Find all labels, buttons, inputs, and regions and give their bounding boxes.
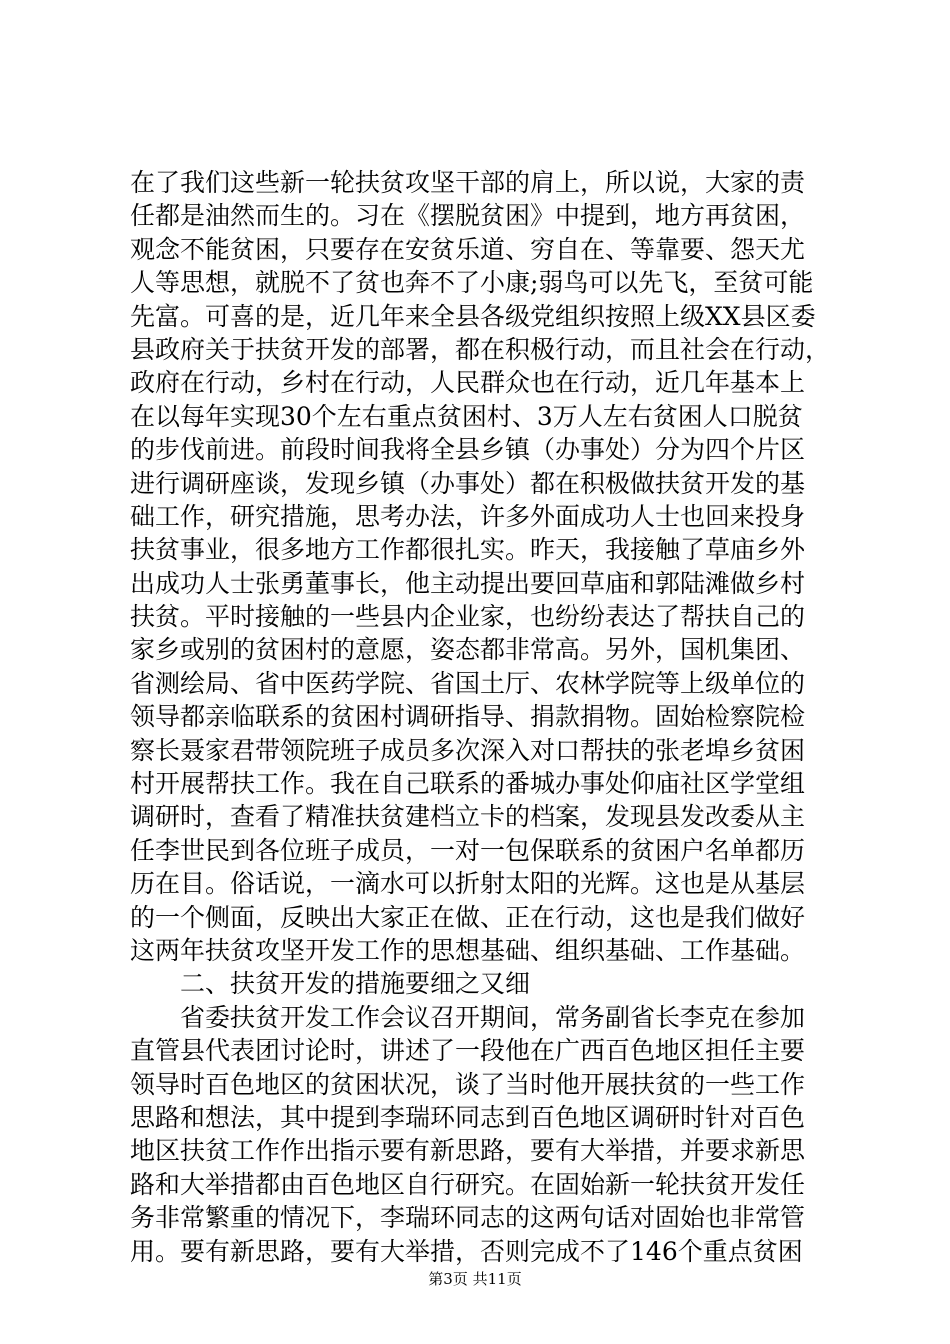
text-line: 扶贫。平时接触的一些县内企业家，也纷纷表达了帮扶自己的 (130, 602, 806, 632)
paragraph-1 (130, 166, 830, 967)
text-line: 先富。可喜的是，近几年来全县各级党组织按照上级XX县区委 (130, 301, 816, 331)
text-line: 人等思想，就脱不了贫也奔不了小康;弱鸟可以先飞，至贫可能 (130, 268, 814, 298)
text-line: 任李世民到各位班子成员，一对一包保联系的贫困户名单都历 (130, 835, 806, 865)
section-heading: 二、扶贫开发的措施要细之又细 (180, 969, 531, 999)
text-line: 的一个侧面，反映出大家正在做、正在行动，这也是我们做好 (130, 902, 806, 932)
text-line: 这两年扶贫攻坚开发工作的思想基础、组织基础、工作基础。 (130, 935, 806, 965)
document-body (130, 166, 830, 1268)
text-line: 扶贫事业，很多地方工作都很扎实。昨天，我接触了草庙乡外 (130, 535, 806, 565)
text-line: 政府在行动，乡村在行动，人民群众也在行动，近几年基本上 (130, 368, 806, 398)
text-line: 村开展帮扶工作。我在自己联系的番城办事处仰庙社区学堂组 (130, 769, 806, 799)
text-line: 思路和想法，其中提到李瑞环同志到百色地区调研时针对百色 (130, 1102, 806, 1132)
text-line: 领导都亲临联系的贫困村调研指导、捐款捐物。固始检察院检 (130, 702, 806, 732)
text-line: 进行调研座谈，发现乡镇（办事处）都在积极做扶贫开发的基 (130, 468, 806, 498)
text-line: 省委扶贫开发工作会议召开期间，常务副省长李克在参加 (180, 1002, 806, 1032)
text-line: 任都是油然而生的。习在《摆脱贫困》中提到，地方再贫困， (130, 201, 806, 231)
page-footer: 第3页 共11页 (428, 1270, 522, 1288)
text-line: 县政府关于扶贫开发的部署，都在积极行动，而且社会在行动， (130, 334, 830, 364)
text-line: 务非常繁重的情况下，李瑞环同志的这两句话对固始也非常管 (130, 1203, 806, 1233)
text-line: 用。要有新思路，要有大举措，否则完成不了146个重点贫困 (130, 1236, 803, 1266)
text-line: 家乡或别的贫困村的意愿，姿态都非常高。另外，国机集团、 (130, 635, 806, 665)
text-line: 领导时百色地区的贫困状况，谈了当时他开展扶贫的一些工作 (130, 1069, 806, 1099)
text-line: 路和大举措都由百色地区自行研究。在固始新一轮扶贫开发任 (130, 1169, 806, 1199)
text-line: 省测绘局、省中医药学院、省国土厅、农林学院等上级单位的 (130, 668, 806, 698)
text-line: 础工作，研究措施，思考办法，许多外面成功人士也回来投身 (130, 501, 806, 531)
text-line: 观念不能贫困，只要存在安贫乐道、穷自在、等靠要、怨天尤 (130, 234, 806, 264)
text-line: 地区扶贫工作作出指示要有新思路，要有大举措，并要求新思 (130, 1136, 806, 1166)
text-line: 直管县代表团讨论时，讲述了一段他在广西百色地区担任主要 (130, 1036, 806, 1066)
text-line: 在了我们这些新一轮扶贫攻坚干部的肩上，所以说，大家的责 (130, 168, 806, 197)
text-line: 调研时，查看了精准扶贫建档立卡的档案，发现县发改委从主 (130, 802, 806, 832)
text-line: 历在目。俗话说，一滴水可以折射太阳的光辉。这也是从基层 (130, 869, 806, 899)
text-line: 察长聂家君带领院班子成员多次深入对口帮扶的张老埠乡贫困 (130, 735, 806, 765)
text-line: 在以每年实现30个左右重点贫困村、3万人左右贫困人口脱贫 (130, 401, 803, 431)
text-line: 的步伐前进。前段时间我将全县乡镇（办事处）分为四个片区 (130, 435, 806, 465)
text-line: 出成功人士张勇董事长，他主动提出要回草庙和郭陆滩做乡村 (130, 568, 806, 598)
paragraph-2 (130, 1001, 830, 1268)
